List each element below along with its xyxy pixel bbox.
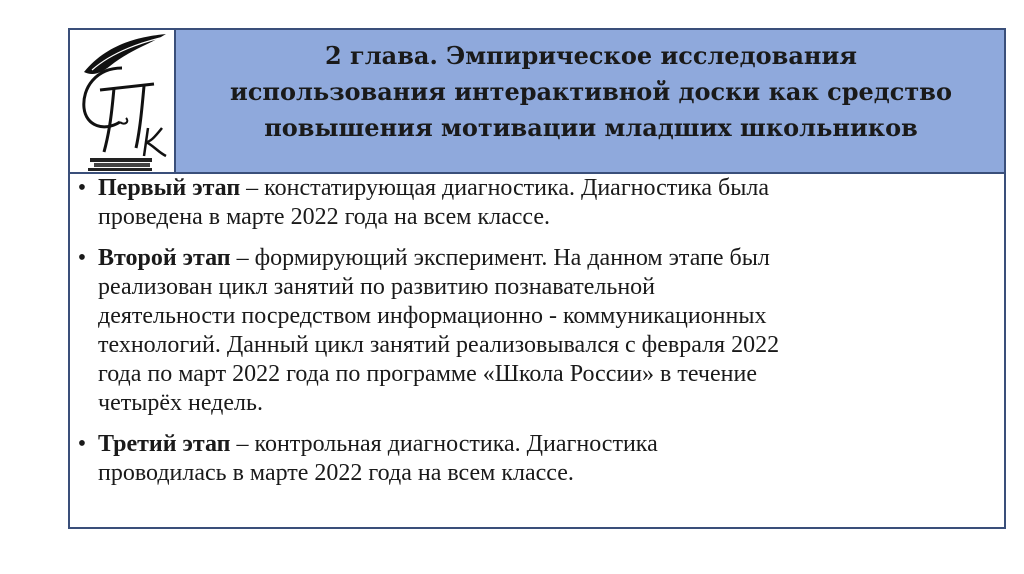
bullet-icon: • <box>77 431 87 457</box>
item-text: – формирующий эксперимент. На данном этапе был <box>230 245 770 271</box>
item-text: – констатирующая диагностика. Диагностика была <box>240 175 770 201</box>
item-heading: Третий этап <box>98 431 231 457</box>
slide-frame <box>68 28 1006 529</box>
item-first-line <box>98 174 1004 203</box>
item-first-line <box>98 244 1004 273</box>
title-line: 2 глава. Эмпирическое исследования <box>324 41 858 70</box>
logo-mark-icon <box>70 30 174 172</box>
item-heading: Второй этап <box>98 245 231 271</box>
bullet-icon: • <box>77 245 87 271</box>
bullet-icon: • <box>77 175 87 201</box>
item-text: – контрольная диагностика. Диагностика <box>230 431 658 457</box>
item-text: деятельности посредством информационно - коммуникационных <box>98 303 767 329</box>
slide-title <box>178 38 1004 146</box>
logo <box>70 30 176 172</box>
item-first-line <box>98 430 1004 459</box>
title-line: использования интерактивной доски как средство <box>230 77 952 106</box>
item-text: реализован цикл занятий по развитию познавательной <box>98 274 656 300</box>
item-heading: Первый этап <box>98 175 241 201</box>
item-text: четырёх недель. <box>98 390 263 416</box>
item-text: проведена в марте 2022 года на всем классе. <box>98 204 550 230</box>
list-item <box>70 244 1004 418</box>
bullet-list <box>70 174 1004 500</box>
item-text: года по март 2022 года по программе «Школа России» в течение <box>98 361 757 387</box>
list-item <box>70 174 1004 232</box>
list-item <box>70 430 1004 488</box>
slide-header <box>70 30 1004 174</box>
item-text: технологий. Данный цикл занятий реализовывался с февраля 2022 <box>98 332 780 358</box>
title-line: повышения мотивации младших школьников <box>264 113 918 142</box>
item-text: проводилась в марте 2022 года на всем классе. <box>98 460 574 486</box>
